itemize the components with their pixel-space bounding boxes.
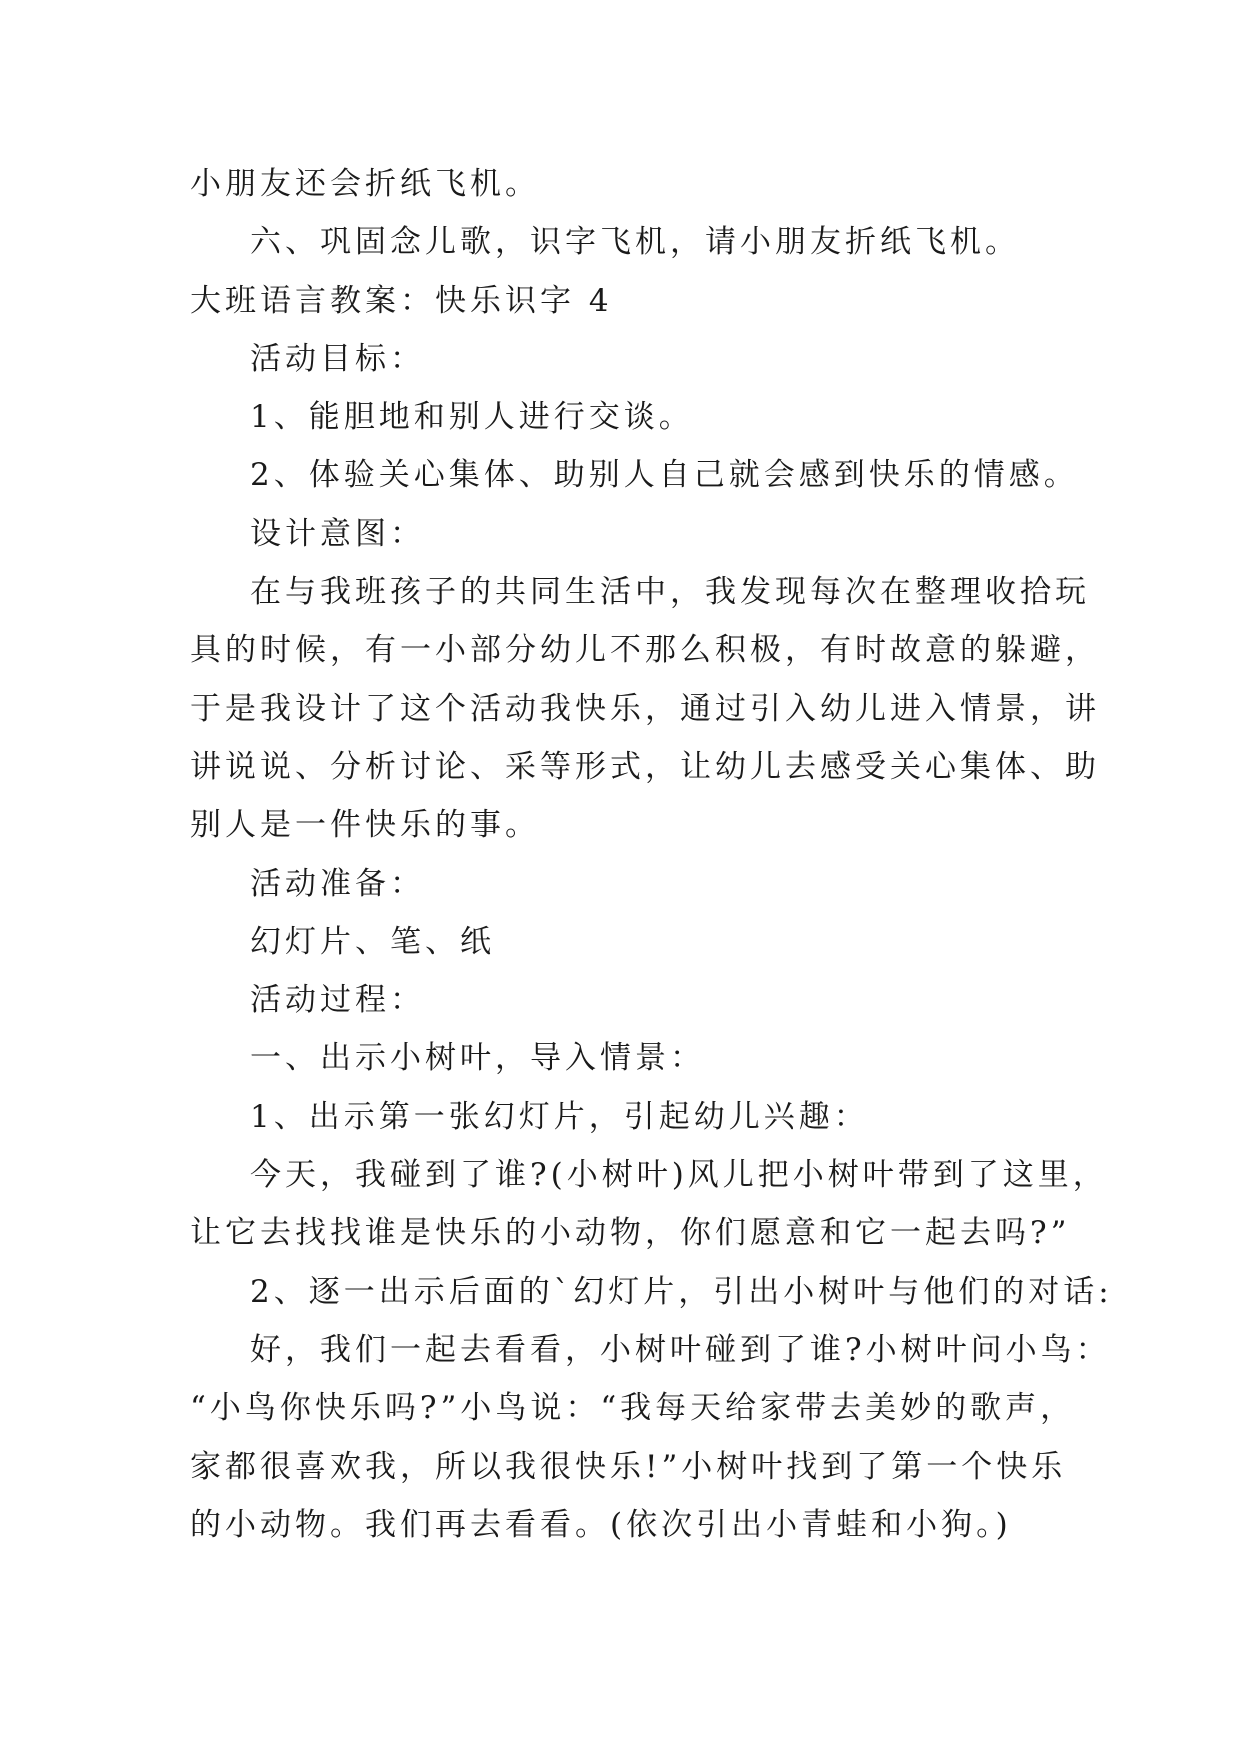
text-line: 别人是一件快乐的事。 bbox=[190, 807, 540, 844]
text-line: 六、巩固念儿歌，识字飞机，请小朋友折纸飞机。 bbox=[250, 224, 1020, 261]
paragraph bbox=[190, 1263, 1113, 1321]
paragraph bbox=[190, 1029, 1070, 1087]
text-line: “小鸟你快乐吗?”小鸟说：“我每天给家带去美妙的歌声， bbox=[190, 1390, 1076, 1427]
text-line: 的小动物。我们再去看看。(依次引出小青蛙和小狗。) bbox=[190, 1506, 1012, 1543]
text-line: 一、出示小树叶，导入情景： bbox=[250, 1040, 705, 1077]
text-line: 讲说说、分析讨论、采等形式，让幼儿去感受关心集体、助 bbox=[190, 748, 1100, 785]
paragraph bbox=[190, 155, 1070, 213]
paragraph bbox=[190, 388, 1070, 446]
text-line: 1、能胆地和别人进行交谈。 bbox=[250, 399, 694, 436]
paragraph bbox=[190, 446, 1079, 504]
text-line: 在与我班孩子的共同生活中，我发现每次在整理收拾玩 bbox=[250, 574, 1090, 611]
paragraph bbox=[190, 1321, 1111, 1554]
text-line: 2、逐一出示后面的`幻灯片，引出小树叶与他们的对话: bbox=[250, 1273, 1113, 1310]
paragraph bbox=[190, 1146, 1108, 1263]
paragraph bbox=[190, 855, 1070, 913]
text-line: 于是我设计了这个活动我快乐，通过引入幼儿进入情景，讲 bbox=[190, 690, 1100, 727]
paragraph bbox=[190, 213, 1070, 271]
paragraph bbox=[190, 272, 1070, 330]
paragraph bbox=[190, 1088, 1070, 1146]
document-body bbox=[190, 155, 1113, 1554]
text-line: 家都很喜欢我，所以我很快乐!”小树叶找到了第一个快乐 bbox=[190, 1448, 1067, 1485]
text-line: 大班语言教案：快乐识字 4 bbox=[190, 282, 613, 319]
text-line: 设计意图： bbox=[250, 515, 425, 552]
text-line: 今天，我碰到了谁?(小树叶)风儿把小树叶带到了这里， bbox=[250, 1157, 1108, 1194]
text-line: 活动准备： bbox=[250, 865, 425, 902]
text-line: 2、体验关心集体、助别人自己就会感到快乐的情感。 bbox=[250, 457, 1079, 494]
text-line: 幻灯片、笔、纸 bbox=[250, 923, 495, 960]
text-line: 活动过程： bbox=[250, 982, 425, 1019]
text-line: 具的时候，有一小部分幼儿不那么积极，有时故意的躲避， bbox=[190, 632, 1100, 669]
text-line: 活动目标： bbox=[250, 340, 425, 377]
text-line: 好，我们一起去看看，小树叶碰到了谁?小树叶问小鸟： bbox=[250, 1331, 1111, 1368]
paragraph bbox=[190, 330, 1070, 388]
text-line: 让它去找找谁是快乐的小动物，你们愿意和它一起去吗?” bbox=[190, 1215, 1071, 1252]
text-line: 1、出示第一张幻灯片，引起幼儿兴趣： bbox=[250, 1098, 869, 1135]
text-line: 小朋友还会折纸飞机。 bbox=[190, 166, 540, 202]
paragraph bbox=[190, 913, 1070, 971]
paragraph bbox=[190, 505, 1070, 563]
paragraph bbox=[190, 971, 1070, 1029]
paragraph bbox=[190, 563, 1100, 854]
